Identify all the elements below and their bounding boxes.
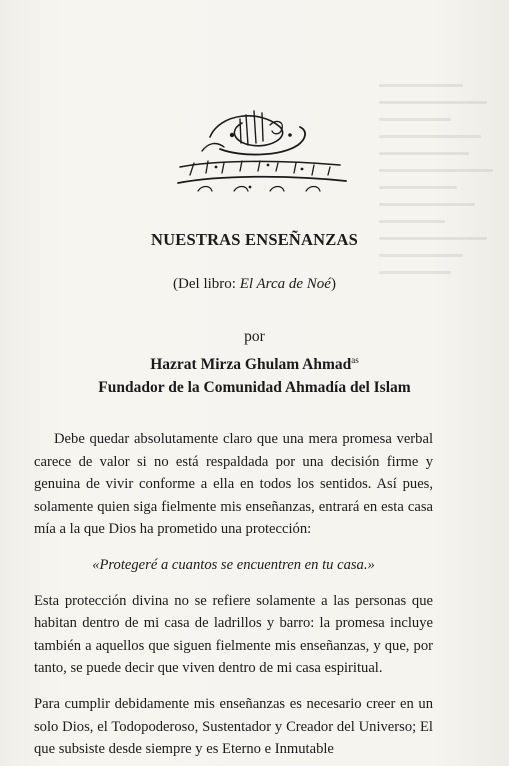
author-name-line xyxy=(0,349,509,376)
source-book: El Arca de Noé xyxy=(239,276,331,292)
source-suffix: ) xyxy=(330,276,336,292)
author-name: Hazrat Mirza Ghulam Ahmad xyxy=(150,356,352,374)
author-role: Fundador de la Comunidad Ahmadía del Islam xyxy=(98,379,411,397)
paragraph-2: Esta protección divina no se refiere solamente a las personas que habitan dentro de mi casa de ladrillos y barro: la promesa incluye también a aquellos que siguen fielmente mis enseñanzas, y que, por tanto, se puede decir que viven dentro de mi casa espiritual. xyxy=(34,592,433,677)
quote-paragraph: «Protegeré a cuantos se encuentren en tu casa.» xyxy=(92,556,375,573)
paragraph-3: Para cumplir debidamente mis enseñanzas es necesario creer en un solo Dios, el Todopoderoso, Sustentador y Creador del Universo; El que subsiste desde siempre y es Eterno e Inmutable xyxy=(34,695,433,758)
page-title: NUESTRAS ENSEÑANZAS xyxy=(151,230,358,249)
by-line: por xyxy=(244,328,265,345)
source-prefix: (Del libro: xyxy=(173,276,240,292)
body-text xyxy=(34,428,433,766)
author-honorific: as xyxy=(351,355,359,365)
paragraph-1: Debe quedar absolutamente claro que una mera promesa verbal carece de valor si no está respaldada por una decisión firme y genuina de vivir conforme a ella en todos los sentidos. Así pues, solamente quien siga fielmente mis enseñanzas, entrará en esta casa mía a la que Dios ha prometido una protección: xyxy=(34,431,433,538)
author-block xyxy=(0,349,509,399)
arabic-calligraphy-icon xyxy=(150,105,360,200)
source-line xyxy=(0,276,509,293)
